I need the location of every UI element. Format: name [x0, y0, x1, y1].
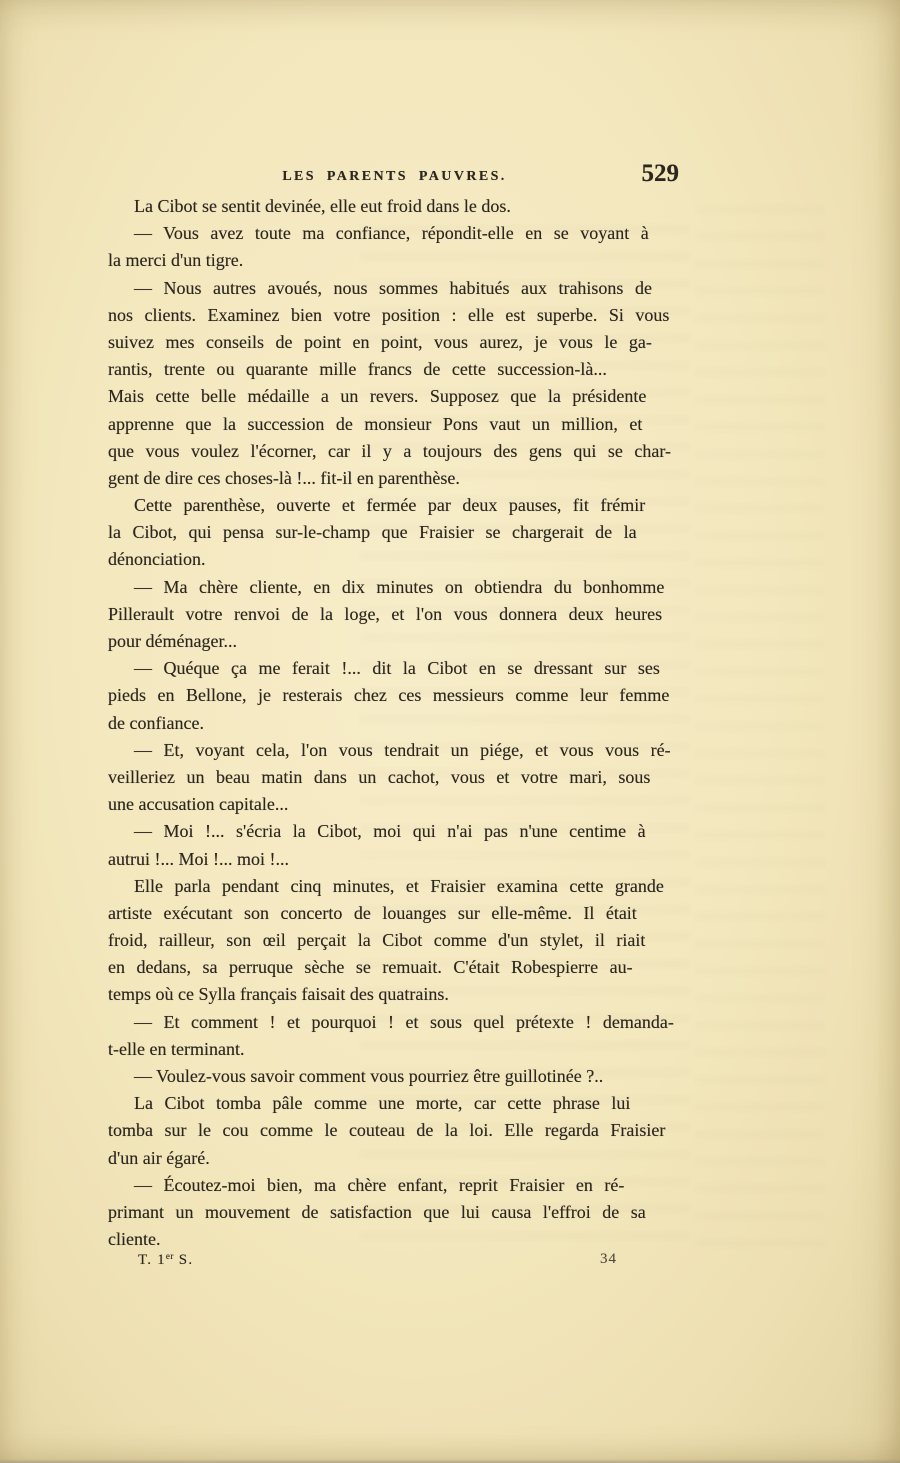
signature-suffix: S. [173, 1252, 194, 1268]
text-line: gent de dire ces choses-là !... fit-il en parenthèse. [108, 467, 460, 488]
text-line: La Cibot se sentit devinée, elle eut froid dans le dos. [134, 196, 511, 216]
page-footer [108, 1251, 681, 1275]
text-line: pieds en Bellone, je resterais chez ces messieurs comme leur femme [108, 685, 670, 706]
text-line: artiste exécutant son concerto de louanges sur elle-même. Il était [108, 902, 637, 923]
signature-prefix: T. 1 [138, 1252, 166, 1268]
sheet-number: 34 [600, 1251, 617, 1267]
text-line: la Cibot, qui pensa sur-le-champ que Fraisier se chargerait de la [108, 522, 637, 543]
text-line: de confiance. [108, 712, 204, 733]
text-line: — Et, voyant cela, l'on vous tendrait un piége, et vous vous ré- [134, 739, 671, 760]
text-line: — Nous autres avoués, nous sommes habitués aux trahisons de [134, 277, 652, 298]
signature-superscript: er [165, 1251, 174, 1261]
text-line: en dedans, sa perruque sèche se remuait. C'était Robespierre au- [108, 957, 633, 978]
text-line: — Et comment ! et pourquoi ! et sous quel prétexte ! demanda- [134, 1011, 674, 1032]
text-line: — Ma chère cliente, en dix minutes on obtiendra du bonhomme [134, 576, 665, 597]
text-line: d'un air égaré. [108, 1147, 210, 1168]
text-line: que vous voulez l'écorner, car il y a toujours des gens qui se char- [108, 440, 672, 461]
text-line: — Voulez-vous savoir comment vous pourriez être guillotinée ?.. [134, 1066, 604, 1086]
text-line: cliente. [108, 1229, 161, 1250]
text-line: temps où ce Sylla français faisait des quatrains. [108, 984, 449, 1005]
text-line: — Moi !... s'écria la Cibot, moi qui n'ai pas n'une centime à [134, 821, 646, 842]
text-line: froid, railleur, son œil perçait la Cibot comme d'un stylet, il riait [108, 930, 646, 951]
text-line: t-elle en terminant. [108, 1038, 245, 1059]
text-line: — Quéque ça me ferait !... dit la Cibot en se dressant sur ses [134, 658, 660, 679]
text-line: apprenne que la succession de monsieur Pons vaut un million, et [108, 413, 643, 434]
text-line: rantis, trente ou quarante mille francs de cette succession-là... [108, 359, 607, 380]
text-line: veilleriez un beau matin dans un cachot, vous et votre mari, sous [108, 766, 651, 787]
text-line: une accusation capitale... [108, 794, 289, 815]
page-header [108, 160, 681, 191]
text-line: tomba sur le cou comme le couteau de la loi. Elle regarda Fraisier [108, 1120, 666, 1141]
text-line: nos clients. Examinez bien votre position : elle est superbe. Si vous [108, 304, 670, 325]
text-line: pour déménager... [108, 631, 237, 651]
text-line: Cette parenthèse, ouverte et fermée par deux pauses, fit frémir [134, 495, 646, 516]
text-line: dénonciation. [108, 549, 206, 570]
text-line: Pillerault votre renvoi de la loge, et l'on vous donnera deux heures [108, 603, 663, 624]
text-line: Mais cette belle médaille a un revers. Supposez que la présidente [108, 386, 647, 407]
text-line: La Cibot tomba pâle comme une morte, car cette phrase lui [134, 1093, 631, 1114]
volume-signature [138, 1251, 193, 1269]
text-line: — Écoutez-moi bien, ma chère enfant, reprit Fraisier en ré- [134, 1174, 625, 1195]
page-number: 529 [641, 160, 679, 187]
text-line: autrui !... Moi !... moi !... [108, 848, 289, 869]
text-line: suivez mes conseils de point en point, vous aurez, je vous le ga- [108, 331, 652, 352]
text-line: la merci d'un tigre. [108, 250, 244, 271]
running-title: LES PARENTS PAUVRES. [282, 169, 507, 184]
page-text [108, 193, 681, 1253]
text-line: primant un mouvement de satisfaction que lui causa l'effroi de sa [108, 1201, 646, 1222]
text-line: — Vous avez toute ma confiance, répondit-elle en se voyant à [134, 223, 649, 244]
show-through-texture [695, 205, 825, 1265]
text-line: Elle parla pendant cinq minutes, et Fraisier examina cette grande [134, 875, 664, 896]
scan-bottom-edge [0, 1459, 900, 1463]
